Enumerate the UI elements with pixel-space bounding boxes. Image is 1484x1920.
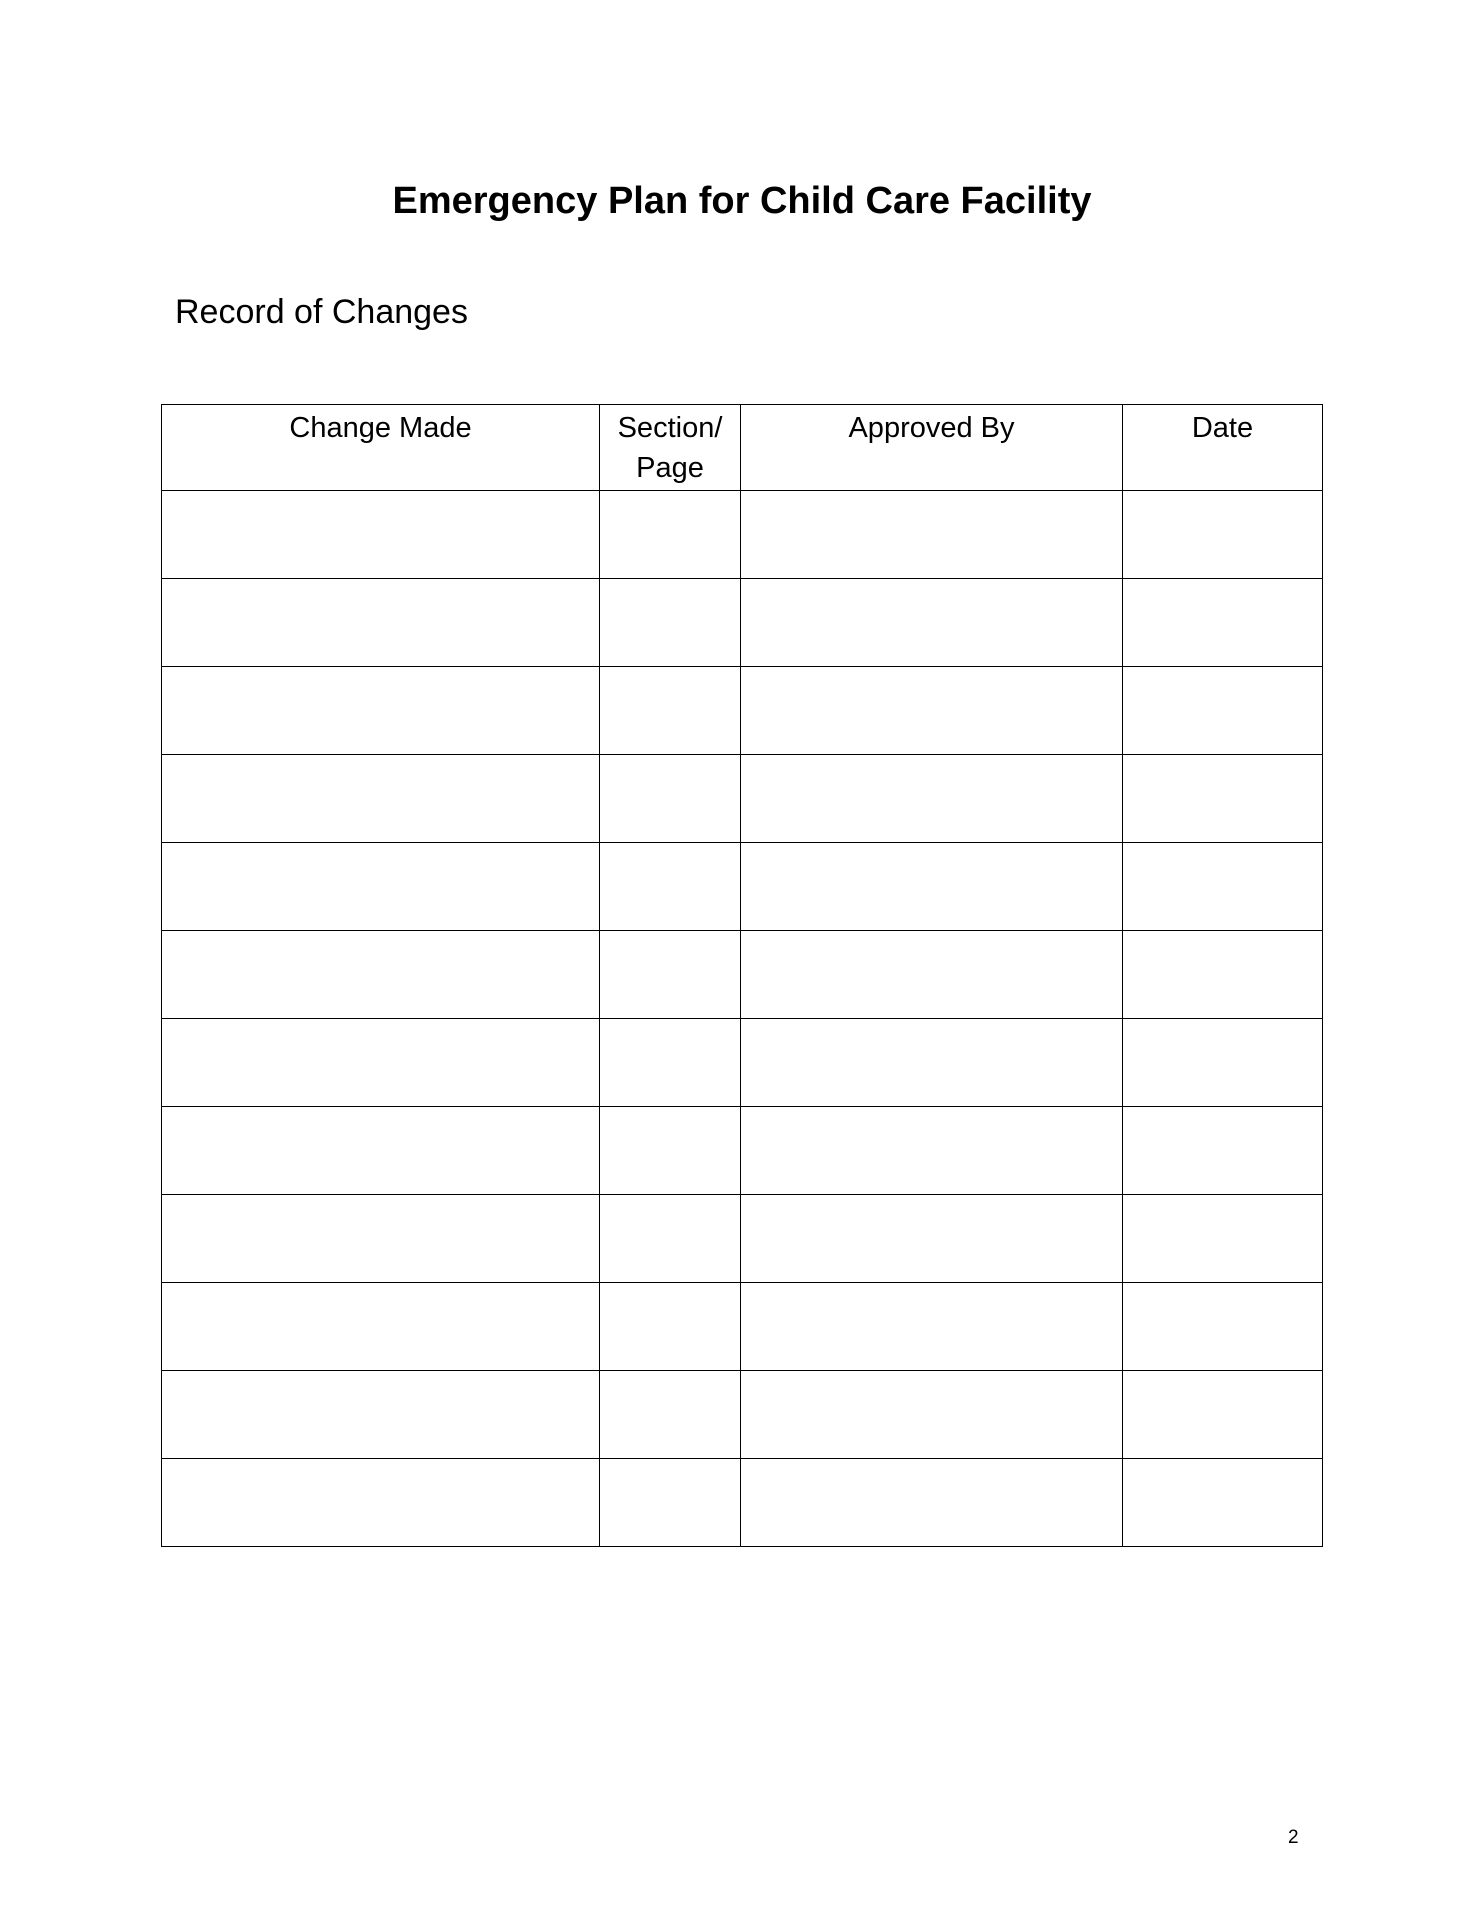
cell-date [1123,755,1323,843]
table-row [162,579,1323,667]
cell-date [1123,931,1323,1019]
header-approved-by: Approved By [741,405,1123,491]
cell-section-page [600,1195,741,1283]
table-row [162,491,1323,579]
cell-approved-by [741,667,1123,755]
cell-section-page [600,843,741,931]
table-row [162,1195,1323,1283]
cell-change-made [162,843,600,931]
cell-change-made [162,755,600,843]
cell-date [1123,843,1323,931]
cell-section-page [600,1283,741,1371]
header-date: Date [1123,405,1323,491]
cell-approved-by [741,1195,1123,1283]
cell-change-made [162,1371,600,1459]
cell-date [1123,491,1323,579]
table-row [162,1019,1323,1107]
table-row [162,667,1323,755]
cell-date [1123,667,1323,755]
cell-date [1123,1195,1323,1283]
cell-section-page [600,579,741,667]
header-section-page [600,405,741,491]
cell-change-made [162,579,600,667]
table-header-row [162,405,1323,491]
cell-approved-by [741,1283,1123,1371]
record-of-changes-table [161,404,1323,1547]
cell-change-made [162,1459,600,1547]
cell-section-page [600,1019,741,1107]
cell-date [1123,579,1323,667]
header-section-page-line1: Section/ [617,412,723,444]
cell-change-made [162,931,600,1019]
cell-approved-by [741,1019,1123,1107]
cell-section-page [600,931,741,1019]
cell-approved-by [741,1107,1123,1195]
cell-change-made [162,1107,600,1195]
cell-section-page [600,667,741,755]
table-row [162,755,1323,843]
table-body [162,491,1323,1547]
cell-approved-by [741,843,1123,931]
cell-section-page [600,1459,741,1547]
table-row [162,1107,1323,1195]
cell-section-page [600,1371,741,1459]
cell-change-made [162,1195,600,1283]
cell-section-page [600,491,741,579]
section-heading: Record of Changes [175,293,468,331]
cell-change-made [162,1283,600,1371]
header-change-made: Change Made [162,405,600,491]
cell-section-page [600,755,741,843]
cell-date [1123,1371,1323,1459]
table-row [162,1459,1323,1547]
cell-approved-by [741,931,1123,1019]
document-title: Emergency Plan for Child Care Facility [392,180,1092,222]
cell-date [1123,1107,1323,1195]
cell-date [1123,1459,1323,1547]
cell-section-page [600,1107,741,1195]
cell-change-made [162,1019,600,1107]
header-section-page-line2: Page [636,452,704,484]
cell-approved-by [741,491,1123,579]
cell-change-made [162,491,600,579]
cell-approved-by [741,579,1123,667]
table-row [162,1283,1323,1371]
cell-approved-by [741,1371,1123,1459]
table-row [162,843,1323,931]
page-number: 2 [1288,1827,1299,1848]
cell-change-made [162,667,600,755]
table-row [162,1371,1323,1459]
cell-date [1123,1019,1323,1107]
cell-date [1123,1283,1323,1371]
cell-approved-by [741,755,1123,843]
table-row [162,931,1323,1019]
cell-approved-by [741,1459,1123,1547]
